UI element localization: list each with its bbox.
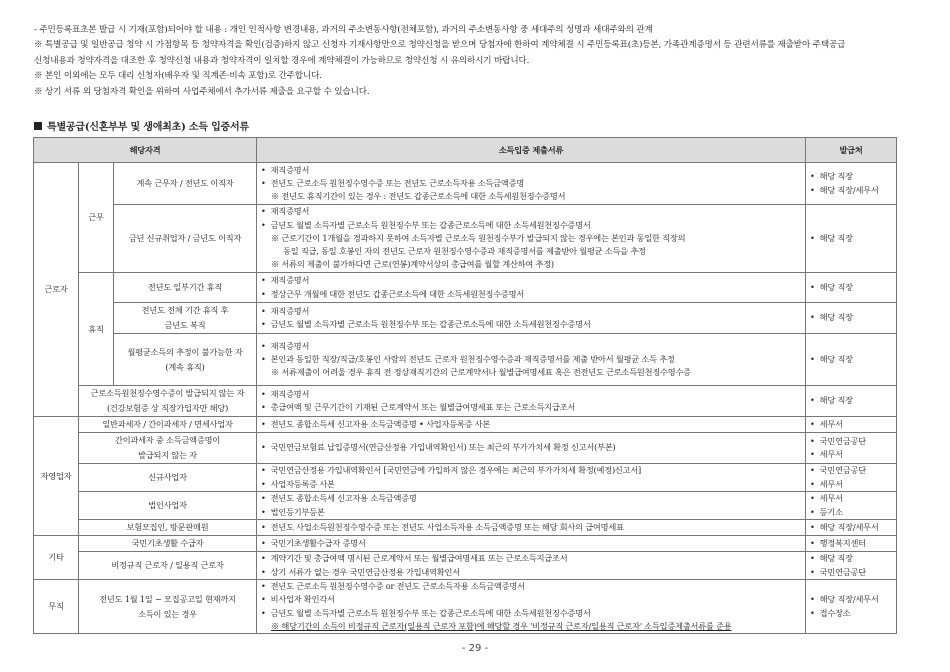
docs-cell: • 전년도 사업소득원천징수영수증 또는 전년도 사업소득자용 소득금액증명 또는 해당 회사의 급여명세표 <box>257 520 806 536</box>
docs-cell: • 재직증명서 • 금년도 월별 소득자별 근로소득 원천징수부 또는 갑종근로소득에 대한 소득세원천징수증명서 <box>257 303 806 334</box>
issuer-cell: • 해당 직장 • 해당 직장/세무서 <box>806 163 897 205</box>
qual-cell: 보험모집인, 방문판매원 <box>79 520 257 536</box>
qual-cell: 금년 신규취업자 / 금년도 이직자 <box>114 205 257 273</box>
qual-cell: 전년도 일부기간 휴직 <box>114 273 257 303</box>
table-row <box>34 580 897 634</box>
notes-block <box>34 23 934 100</box>
docs-cell: • 국민기초생활수급자 증명서 <box>257 536 806 552</box>
table-row <box>34 520 897 536</box>
group-other: 기타 <box>34 536 79 580</box>
qual-cell: 일반과세자 / 간이과세자 / 면세사업자 <box>79 417 257 433</box>
issuer-cell: • 해당 직장 <box>806 205 897 273</box>
note-line: 신청내용과 청약자격을 대조한 후 청약신청 내용과 청약자격이 일치할 경우에 계약체결이 가능하므로 청약신청 시 유의하시기 바랍니다. <box>34 55 530 66</box>
issuer-cell: • 해당 직장 <box>806 334 897 386</box>
issuer-cell: • 국민연금공단 • 세무서 <box>806 464 897 492</box>
table-row <box>34 163 897 205</box>
qual-cell: 계속 근무자 / 전년도 이직자 <box>114 163 257 205</box>
issuer-cell: • 세무서 <box>806 417 897 433</box>
header-qualification: 해당자격 <box>34 138 257 163</box>
subgroup-leave: 휴직 <box>79 273 114 386</box>
table-row <box>34 464 897 492</box>
qual-cell: 간이과세자 중 소득금액증명이 발급되지 않는 자 <box>79 433 257 464</box>
issuer-cell: • 국민연금공단 • 세무서 <box>806 433 897 464</box>
docs-cell: • 계약기간 및 총급여액 명시된 근로계약서 또는 월별급여명세표 또는 근로소득지급조서 • 상기 서류가 없는 경우 국민연금산정용 가입내역확인서 <box>257 552 806 580</box>
issuer-cell: • 해당 직장 <box>806 273 897 303</box>
issuer-cell: • 해당 직장 <box>806 303 897 334</box>
table-row <box>34 536 897 552</box>
qual-cell: 근로소득원천징수영수증이 발급되지 않는 자 (건강보험증 상 직장가입자만 해당) <box>79 386 257 417</box>
page-number: - 29 - <box>461 643 489 654</box>
issuer-cell: • 행정복지센터 <box>806 536 897 552</box>
table-row <box>34 303 897 334</box>
issuer-cell: • 세무서 • 등기소 <box>806 492 897 520</box>
docs-cell: • 재직증명서 • 정상근무 개월에 대한 전년도 갑종근로소득에 대한 소득세원천징수증명서 <box>257 273 806 303</box>
table-row <box>34 205 897 273</box>
docs-cell: • 국민연금보험료 납입증명서(연금산정용 가입내역확인서) 또는 최근의 부가가치세 확정 신고서(부본) <box>257 433 806 464</box>
table-row <box>34 552 897 580</box>
note-line: ※ 본인 이외에는 모두 대리 신청자(배우자 및 직계존·비속 포함)로 간주합니다. <box>34 71 322 82</box>
note-line: - 주민등록표초본 발급 시 기재(포함)되어야 할 내용 : 개인 인적사항 변경내용, 과거의 주소변동사항(전체포함), 과거의 주소변동사항 중 세대주의 성명과 세대주와의 관계 <box>34 25 653 35</box>
table-row <box>34 334 897 386</box>
square-bullet-icon <box>34 122 42 130</box>
docs-cell: • 재직증명서 • 총급여액 및 근무기간이 기재된 근로계약서 또는 월별급여명세표 또는 근로소득지급조서 <box>257 386 806 417</box>
qual-cell: 신규사업자 <box>79 464 257 492</box>
issuer-cell: • 해당 직장/세무서 <box>806 520 897 536</box>
note-line: ※ 상기 서류 외 당첨자격 확인을 위하여 사업주체에서 추가서류 제출을 요구할 수 있습니다. <box>34 86 370 97</box>
header-documents: 소득입증 제출서류 <box>257 138 806 163</box>
note-line: ※ 특별공급 및 일반공급 청약 시 가점항목 등 청약자격을 확인(검증)하지 않고 신청자 기재사항만으로 청약신청을 받으며 당첨자에 한하여 계약체결 시 주민등록표(초)등본, 가족관계증명서 등 관련서류를 제출받아 주택공급 <box>34 40 846 51</box>
group-unemployed: 무직 <box>34 580 79 634</box>
qual-cell: 국민기초생활 수급자 <box>79 536 257 552</box>
docs-cell: • 국민연금산정용 가입내역확인서 [국민연금에 가입하지 않은 경우에는 최근의 부가가치세 확정(예정)신고서] • 사업자등록증 사본 <box>257 464 806 492</box>
issuer-cell: • 해당 직장 • 국민연금공단 <box>806 552 897 580</box>
qual-cell: 법인사업자 <box>79 492 257 520</box>
docs-cell: • 재직증명서 • 금년도 월별 소득자별 근로소득 원천징수부 또는 갑종근로소득에 대한 소득세원천징수증명서 ※ 근로기간이 1개월을 경과하지 못하여 소득자별 근로소득 원천징수부가 발급되지 않는 경우에는 본인과 동일한 직장의 동일 직급, 동일 호봉인 자의 전년도 근로자 원천징수영수증과 재직증명서를 제출받아 월평균 소득을 추정 ※ 서류의 제출이 불가하다면 근로(연봉)계약서상의 총급여를 월할 계산하여 추정) <box>257 205 806 273</box>
qual-cell: 전년도 전체 기간 휴직 후 금년도 복직 <box>114 303 257 334</box>
docs-cell: • 전년도 종합소득세 신고자용 소득금액증명 • 법인등기부등본 <box>257 492 806 520</box>
qual-cell: 월평균소득의 추정이 불가능한 자 (계속 휴직) <box>114 334 257 386</box>
qual-cell: 비정규직 근로자 / 일용직 근로자 <box>79 552 257 580</box>
docs-cell: • 전년도 종합소득세 신고자용 소득금액증명 • 사업자등록증 사본 <box>257 417 806 433</box>
issuer-cell: • 해당 직장/세무서 • 접수장소 <box>806 580 897 634</box>
income-proof-table <box>33 137 897 634</box>
header-issuer: 발급처 <box>806 138 897 163</box>
docs-cell: • 재직증명서 • 전년도 근로소득 원천징수영수증 또는 전년도 근로소득자용 소득금액증명 ※ 전년도 휴직기간이 있는 경우 : 전년도 갑종근로소득에 대한 소득세원천징수증명서 <box>257 163 806 205</box>
table-row <box>34 417 897 433</box>
table-row <box>34 273 897 303</box>
issuer-cell: • 해당 직장 <box>806 386 897 417</box>
table-header-row <box>34 138 897 163</box>
docs-cell: • 재직증명서 • 본인과 동일한 직장/직급/호봉인 사람의 전년도 근로자 원천징수영수증과 재직증명서를 제출 받아서 월평균 소득 추정 ※ 서류제출이 어려울 경우 휴직 전 정상재직기간의 근로계약서나 월별급여명세표 혹은 전전년도 근로소득원천징수영수증 <box>257 334 806 386</box>
table-row <box>34 433 897 464</box>
table-row <box>34 386 897 417</box>
docs-cell: • 전년도 근로소득 원천징수영수증 or 전년도 근로소득자용 소득금액증명서 • 비사업자 확인각서 • 금년도 월별 소득자별 근로소득 원천징수부 또는 갑종근로소득에 대한 소득세원천징수증명서 ※ 해당기간의 소득이 비정규직 근로자(일용직 근로자 포함)에 해당할 경우 '비정규직 근로자/일용직 근로자' 소득입증제출서류를 준용 <box>257 580 806 634</box>
table-row <box>34 492 897 520</box>
section-title: 특별공급(신혼부부 및 생애최초) 소득 입증서류 <box>34 118 249 133</box>
group-self-employed: 자영업자 <box>34 417 79 536</box>
group-worker: 근로자 <box>34 163 79 417</box>
qual-cell: 전년도 1월 1일 ~ 모집공고일 현재까지 소득이 있는 경우 <box>79 580 257 634</box>
subgroup-work: 근무 <box>79 163 114 273</box>
